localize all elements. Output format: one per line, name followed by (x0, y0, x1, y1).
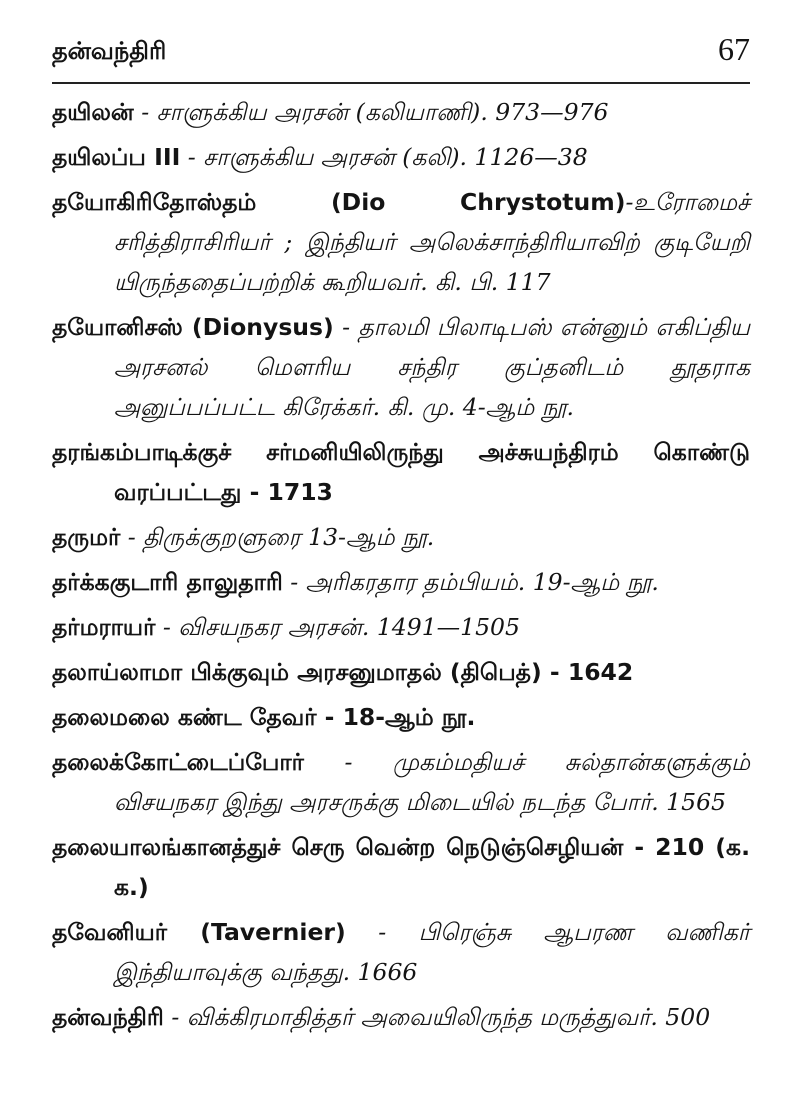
entry-text: -உரோமைச் சரித்திராசிரியர் ; இந்தியர் அலெக்சாந்திரியாவிற் குடியேறி யிருந்ததைப்பற்றிக் கூறியவர். கி. பி. 117 (114, 188, 750, 296)
entry-text: - முகம்மதியச் சுல்தான்களுக்கும் விசயநகர இந்து அரசருக்கு மிடையில் நடந்த போர். 1565 (114, 748, 750, 816)
entry-text: - பிரெஞ்சு ஆபரண வணிகர் இந்தியாவுக்கு வந்தது. 1666 (114, 918, 751, 986)
entry-head: தயோகிரிதோஸ்தம் (Dio Chrystotum) (52, 188, 626, 216)
entry-text: - தாலமி பிலாடிபஸ் என்னும் எகிப்திய அரசனல் மௌரிய சந்திர குப்தனிடம் தூதராக அனுப்பப்பட்ட கிரேக்கர். கி. மு. 4-ஆம் நூ. (114, 313, 750, 421)
entry-text: - சாளுக்கிய அரசன் (கலி). 1126—38 (180, 143, 588, 171)
page-header (52, 30, 750, 68)
entry-head: தலைமலை கண்ட தேவர் - 18-ஆம் நூ. (52, 703, 476, 731)
entry (52, 697, 750, 737)
entry-head: தர்மராயர் (52, 613, 156, 641)
running-head: தன்வந்திரி (52, 37, 167, 65)
entry-text: - சாளுக்கிய அரசன் (கலியாணி). 973—976 (133, 98, 609, 126)
entry-head: தலைக்கோட்டைப்போர் (52, 748, 304, 776)
entry-head: தருமர் (52, 523, 121, 551)
entry-head: தரங்கம்பாடிக்குச் சர்மனியிலிருந்து அச்சுயந்திரம் கொண்டு வரப்பட்டது - 1713 (52, 438, 750, 506)
page-number: 67 (718, 31, 750, 67)
entry (52, 742, 750, 822)
entry-text: - விக்கிரமாதித்தர் அவையிலிருந்த மருத்துவர். 500 (163, 1003, 711, 1031)
entry (52, 997, 750, 1037)
entry (52, 562, 750, 602)
entry-head: தயோனிசஸ் (Dionysus) (52, 313, 334, 341)
header-rule (52, 82, 750, 84)
entry-text: - அரிகரதார தம்பியம். 19-ஆம் நூ. (282, 568, 659, 596)
entry-list (52, 92, 750, 1037)
entry (52, 92, 750, 132)
entry-text: - விசயநகர அரசன். 1491—1505 (155, 613, 520, 641)
entry (52, 652, 750, 692)
entry-text: - திருக்குறளுரை 13-ஆம் நூ. (120, 523, 435, 551)
entry (52, 912, 750, 992)
entry (52, 607, 750, 647)
entry-head: தவேனியர் (Tavernier) (52, 918, 346, 946)
entry (52, 137, 750, 177)
entry-head: தயிலப்ப III (52, 143, 181, 171)
entry-head: தன்வந்திரி (52, 1003, 164, 1031)
entry (52, 307, 750, 427)
entry (52, 432, 750, 512)
entry-head: தலையாலங்கானத்துச் செரு வென்ற நெடுஞ்செழியன் - 210 (க. க.) (52, 833, 750, 901)
entry-head: தர்க்ககுடாரி தாலுதாரி (52, 568, 283, 596)
entry-head: தலாய்லாமா பிக்குவும் அரசனுமாதல் (திபெத்) - 1642 (52, 658, 634, 686)
entry-head: தயிலன் (52, 98, 134, 126)
entry (52, 827, 750, 907)
entry (52, 182, 750, 302)
entry (52, 517, 750, 557)
